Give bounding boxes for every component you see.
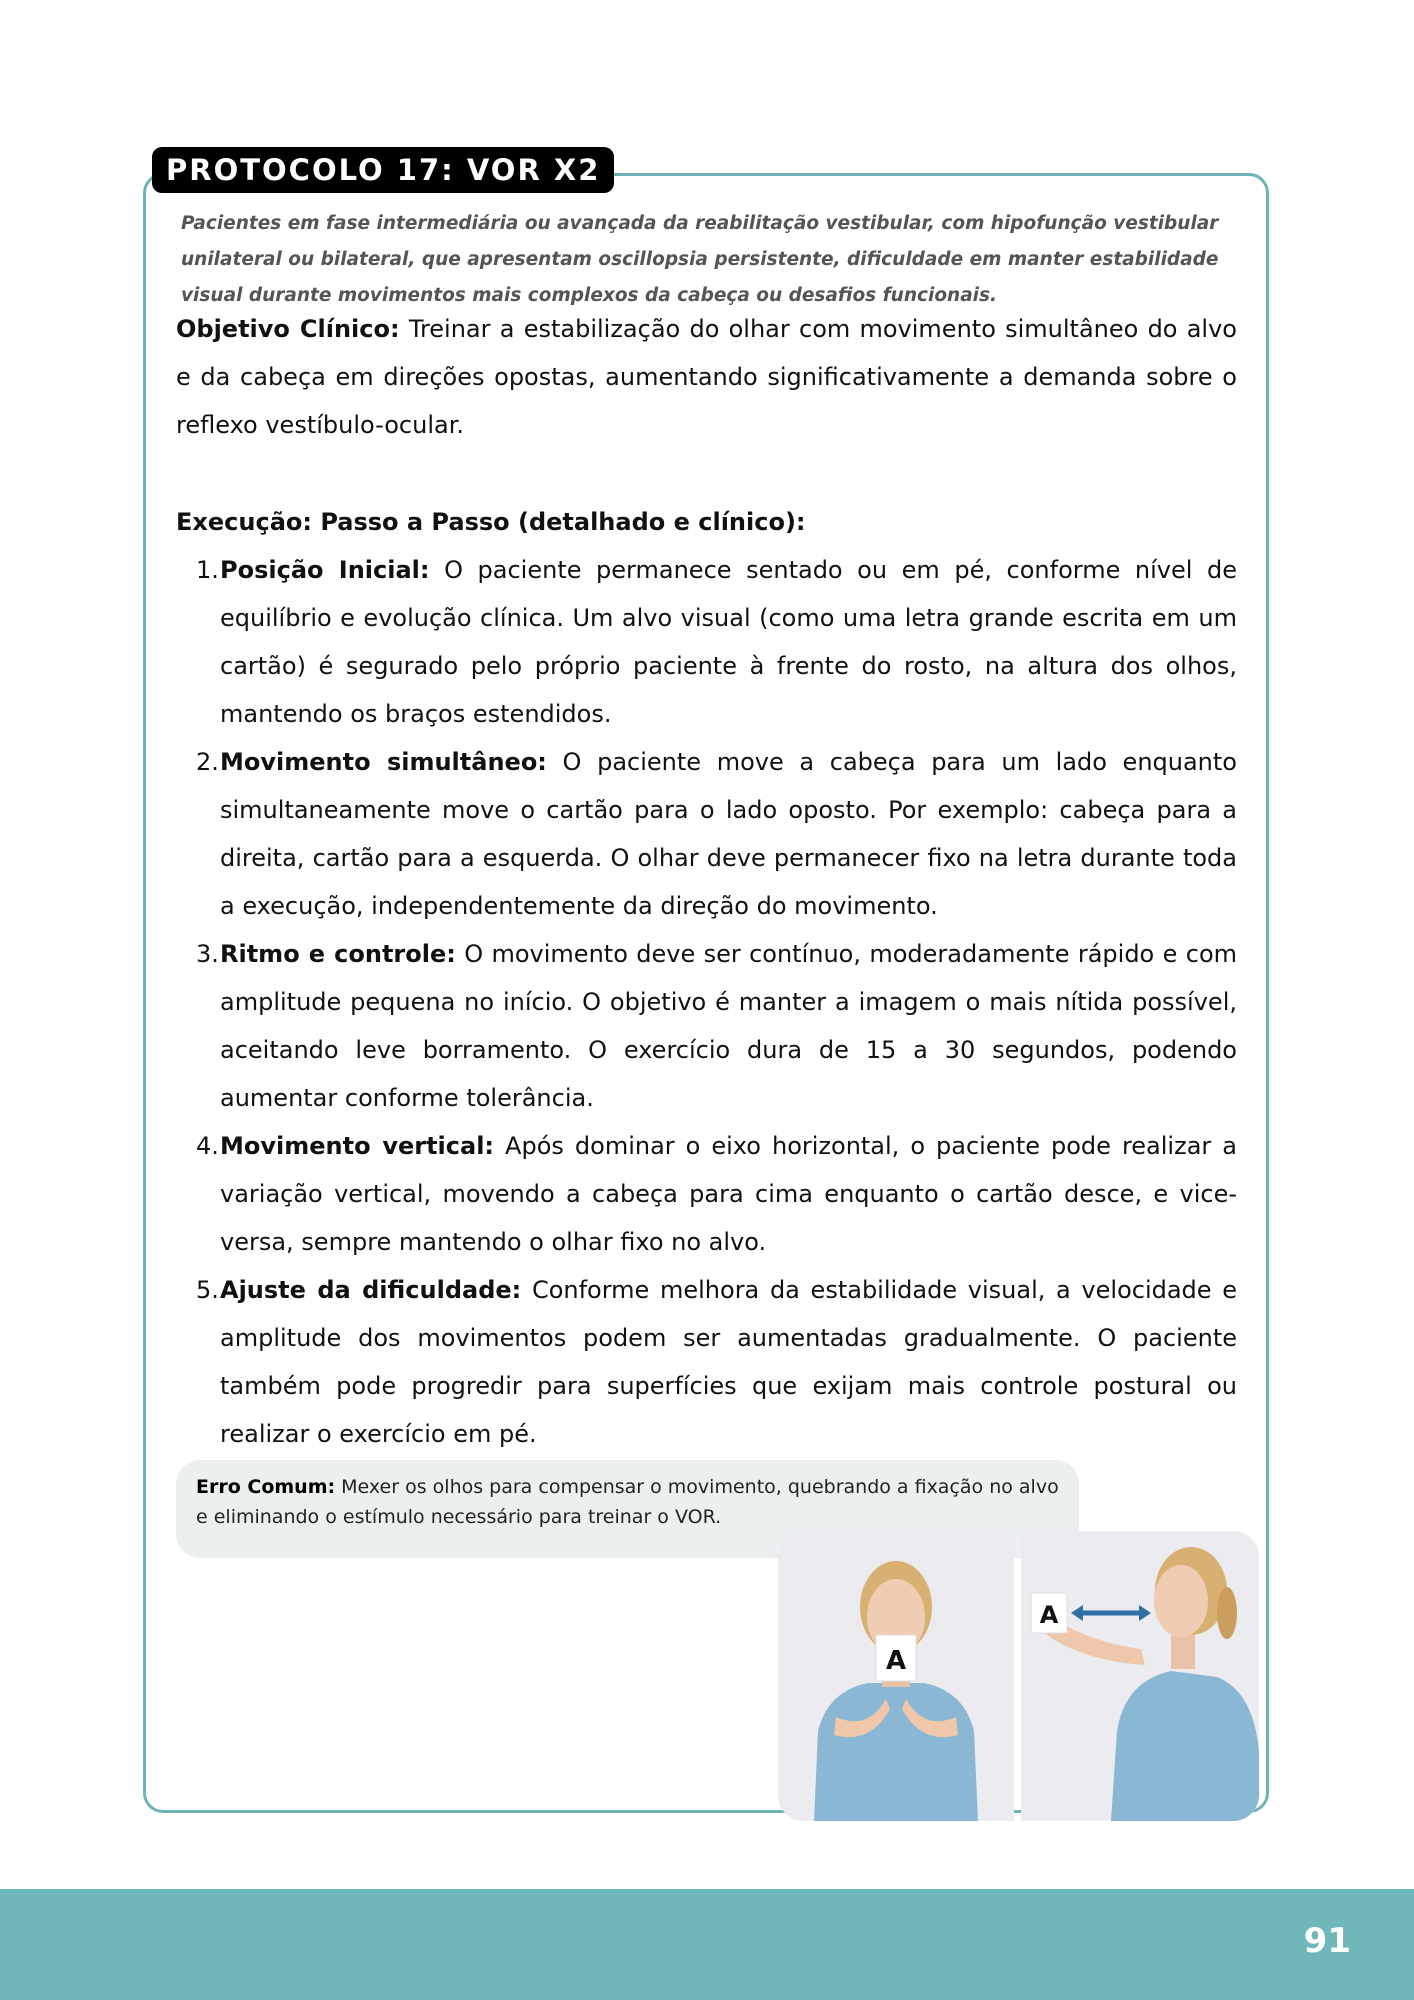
step-number: 1. <box>196 556 219 584</box>
photo-side-view <box>1021 1531 1259 1821</box>
step-5 <box>196 1266 1237 1458</box>
error-label: Erro Comum: <box>196 1476 336 1498</box>
step-label: Ajuste da dificuldade: <box>220 1276 522 1304</box>
step-text: Após dominar o eixo horizontal, o paciente pode realizar a variação vertical, movendo a cabeça para cima enquanto o cartão desce, e vice-versa, sempre mantendo o olhar fixo no alvo. <box>220 1132 1237 1256</box>
page-number: 91 <box>1303 1921 1351 1961</box>
error-text: Mexer os olhos para compensar o movimento, quebrando a fixação no alvo e eliminando o estímulo necessário para treinar o VOR. <box>196 1476 1059 1528</box>
step-number: 2. <box>196 748 219 776</box>
objective-text: Treinar a estabilização do olhar com movimento simultâneo do alvo e da cabeça em direções opostas, aumentando significativamente a demanda sobre o reflexo vestíbulo-ocular. <box>176 315 1237 439</box>
photo-front-view <box>778 1531 1014 1821</box>
step-number: 5. <box>196 1276 219 1304</box>
step-label: Posição Inicial: <box>220 556 430 584</box>
page-footer <box>0 1889 1414 2000</box>
step-label: Movimento vertical: <box>220 1132 495 1160</box>
front-view-illustration <box>778 1531 1014 1821</box>
steps-list <box>196 546 1237 1458</box>
step-2 <box>196 738 1237 930</box>
shirt-shape <box>814 1683 978 1821</box>
step-number: 3. <box>196 940 219 968</box>
step-label: Ritmo e controle: <box>220 940 456 968</box>
objective-paragraph <box>176 305 1237 449</box>
step-number: 4. <box>196 1132 219 1160</box>
card-letter: A <box>885 1646 907 1676</box>
step-text: Conforme melhora da estabilidade visual, a velocidade e amplitude dos movimentos podem ser aumentadas gradualmente. O paciente também pode progredir para superfícies que exijam mais controle postural ou realizar o exercício em pé. <box>220 1276 1237 1448</box>
shirt-shape <box>1111 1671 1259 1821</box>
step-text: O movimento deve ser contínuo, moderadamente rápido e com amplitude pequena no início. O objetivo é manter a imagem o mais nítida possível, aceitando leve borramento. O exercício dura de 15 a 30 segundos, podendo aumentar conforme tolerância. <box>220 940 1238 1112</box>
execution-heading: Execução: Passo a Passo (detalhado e clínico): <box>176 508 806 536</box>
step-1 <box>196 546 1237 738</box>
step-text: O paciente permanece sentado ou em pé, conforme nível de equilíbrio e evolução clínica. Um alvo visual (como uma letra grande escrita em um cartão) é segurado pelo próprio paciente à frente do rosto, na altura dos olhos, mantendo os braços estendidos. <box>220 556 1237 728</box>
intro-text: Pacientes em fase intermediária ou avançada da reabilitação vestibular, com hipofunção vestibular unilateral ou bilateral, que apresentam oscillopsia persistente, dificuldade em manter estabilidade visual durante movimentos mais complexos da cabeça ou desafios funcionais. <box>181 213 1219 306</box>
objective-label: Objetivo Clínico: <box>176 315 400 343</box>
face-shape <box>1154 1565 1208 1637</box>
step-4 <box>196 1122 1237 1266</box>
side-view-illustration <box>1021 1531 1259 1821</box>
step-3 <box>196 930 1237 1122</box>
step-label: Movimento simultâneo: <box>220 748 547 776</box>
step-text: O paciente move a cabeça para um lado enquanto simultaneamente move o cartão para o lado oposto. Por exemplo: cabeça para a direita, cartão para a esquerda. O olhar deve permanecer fixo na letra durante toda a execução, independentemente da direção do movimento. <box>220 748 1237 920</box>
card-letter: A <box>1039 1601 1059 1629</box>
protocol-title: PROTOCOLO 17: VOR X2 <box>152 147 614 193</box>
